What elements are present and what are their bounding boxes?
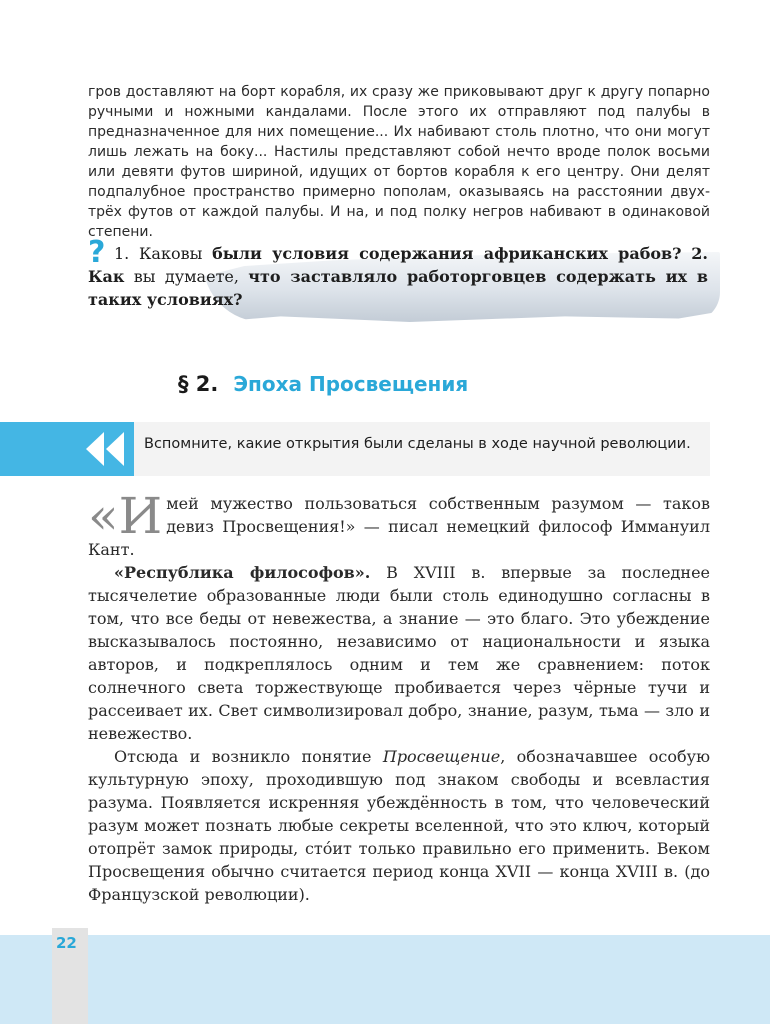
- page-number: 22: [56, 934, 77, 952]
- paragraph-republic: [88, 561, 710, 745]
- intro-text: мей мужество пользоваться собственным разумом — таков девиз Просвещения!» — писал немецкий философ Иммануил Кант.: [88, 494, 710, 559]
- recall-text: Вспомните, какие открытия были сделаны в ходе научной революции.: [144, 436, 691, 452]
- section-number: § 2.: [178, 372, 219, 396]
- question-1-text: были условия содержания африканских рабов?: [212, 244, 682, 263]
- recall-tab: [0, 422, 134, 476]
- subheading-republic: «Республика философов».: [114, 563, 371, 582]
- question-2-text: что заставляло работорговцев содержать их в таких условиях?: [88, 267, 708, 309]
- question-2-lead: Как: [88, 267, 125, 286]
- question-2-number: 2.: [691, 244, 708, 263]
- republic-text: В XVIII в. впервые за последнее тысячелетие образованные люди были столь единодушно согласны в том, что все беды от невежества, а знание — это благо. Это убеждение высказывалось постоянно, независимо от национальности и языка авторов, и подкреплялось одним и тем же сравнением: поток солнечного света торжествующе пробивается через чёрные тучи и рассеивает их. Свет символизировал добро, знание, разум, тьма — зло и невежество.: [88, 563, 711, 743]
- question-2-mid: вы думаете,: [133, 267, 239, 286]
- main-text: [88, 487, 711, 906]
- term-enlightenment: Просвещение: [382, 747, 501, 766]
- paragraph-intro: [88, 487, 710, 561]
- recall-bar: [0, 422, 712, 476]
- drop-cap: «И: [88, 487, 163, 545]
- double-chevron-left-icon: [86, 432, 126, 466]
- section-heading: [178, 372, 468, 396]
- question-1-lead: Каковы: [139, 244, 203, 263]
- question-mark-icon: ?: [88, 235, 106, 270]
- enlightenment-rest: , обозначавшее особую культурную эпоху, проходившую под знаком свободы и всевластия разума. Появляется искренняя убеждённость в том, что человеческий разум может познать любые секреты вселенной, что это ключ, который отопрёт замок природы, сто́ит только правильно его применить. Веком Просвещения обычно считается период конца XVII — конца XVIII в. (до Французской революции).: [88, 747, 710, 904]
- excerpt-text: гров доставляют на борт корабля, их сразу же приковывают друг к другу попарно ручными и ножными кандалами. После этого их отправляют под палубы в предназначенное для них помещение... Их набивают столь плотно, что они могут лишь лежать на боку... Настилы представляют собой нечто вроде полок восьми или девяти футов шириной, идущих от бортов корабля к его центру. Они делят подпалубное пространство примерно пополам, оказываясь на расстоянии двух-трёх футов от каждой палубы. И на, и под полку негров набивают в одинаковой степени.: [88, 84, 710, 240]
- questions-text: [88, 242, 708, 311]
- enlightenment-start: Отсюда и возникло понятие: [114, 747, 383, 766]
- questions-box: [88, 235, 720, 330]
- source-excerpt: [88, 82, 710, 242]
- question-1-number: 1.: [114, 244, 130, 263]
- section-title: Эпоха Просвещения: [233, 372, 469, 396]
- footer-band: [0, 935, 770, 1024]
- recall-text-bar: [134, 422, 710, 476]
- paragraph-enlightenment: [88, 745, 710, 906]
